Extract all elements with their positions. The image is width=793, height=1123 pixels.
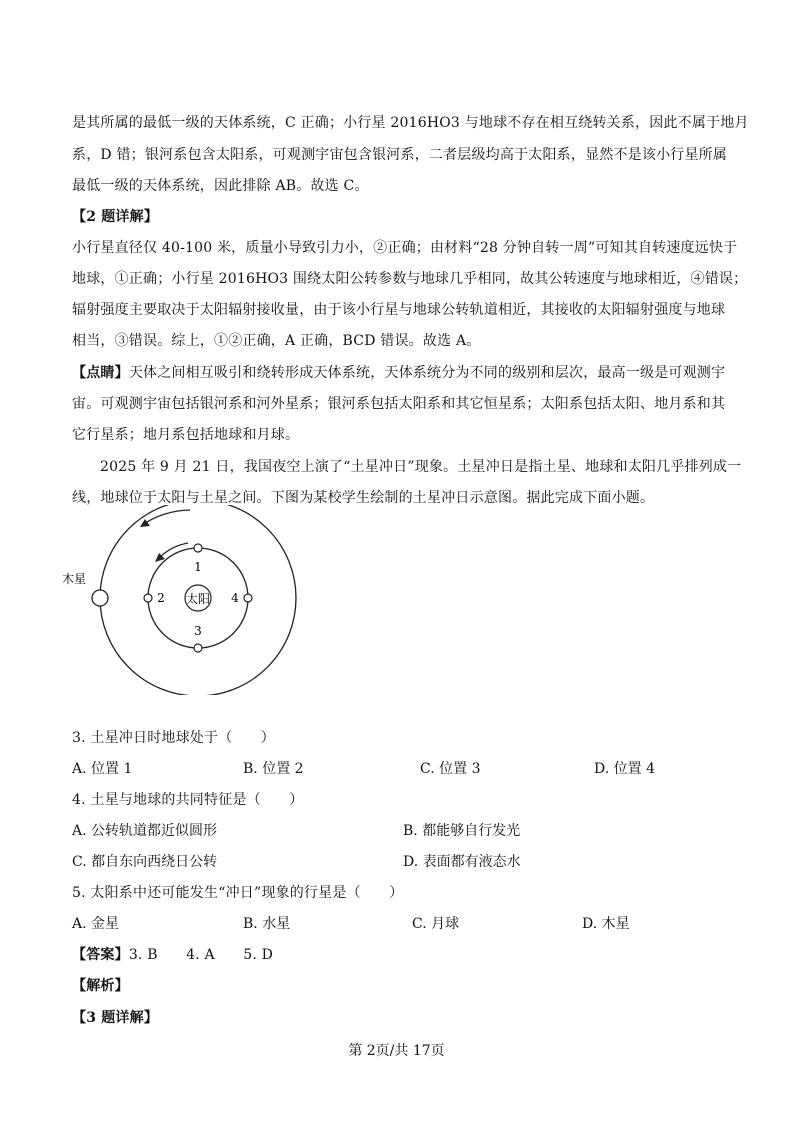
question-5-stem: 5. 太阳系中还可能发生“冲日”现象的行星是（ ） xyxy=(72,885,404,901)
dianjing-paragraph xyxy=(72,363,725,383)
question-3-stem: 3. 土星冲日时地球处于（ ） xyxy=(72,730,276,746)
text-line: 2025 年 9 月 21 日，我国夜空上演了“土星冲日”现象。土星冲日是指土星、地球和太阳几乎排列成一 xyxy=(100,459,742,475)
dianjing-text: 天体之间相互吸引和绕转形成天体系统，天体系统分为不同的级别和层次，最高一级是可观测宇 xyxy=(128,365,726,381)
position-2-label: 2 xyxy=(157,591,165,605)
position-1-dot xyxy=(194,544,202,552)
outer-arrow-icon xyxy=(142,510,190,525)
text-line: 它行星系；地月系包括地球和月球。 xyxy=(72,427,300,443)
q4-option-c[interactable]: C. 都自东向西绕日公转 xyxy=(72,854,218,870)
question-4-stem: 4. 土星与地球的共同特征是（ ） xyxy=(72,792,304,808)
opposition-diagram xyxy=(60,505,310,695)
position-2-dot xyxy=(144,594,152,602)
q5-option-b[interactable]: B. 水星 xyxy=(243,916,291,932)
position-4-label: 4 xyxy=(231,591,239,605)
q4-option-a[interactable]: A. 公转轨道都近似圆形 xyxy=(72,823,218,839)
planet-label: 木星 xyxy=(62,572,87,586)
dianjing-label: 【点睛】 xyxy=(72,365,129,381)
q3-option-a[interactable]: A. 位置 1 xyxy=(72,761,133,777)
position-3-label: 3 xyxy=(194,624,202,638)
section-heading-q3: 【3 题详解】 xyxy=(72,1010,159,1026)
text-line: 系，D 错；银河系包含太阳系，可观测宇宙包含银河系，二者层级均高于太阳系，显然不是该小行星所属 xyxy=(72,147,728,163)
text-line: 辐射强度主要取决于太阳辐射接收量，由于该小行星与地球公转轨道相近，其接收的太阳辐射强度与地球 xyxy=(72,302,726,318)
q5-option-c[interactable]: C. 月球 xyxy=(412,916,460,932)
text-line: 地球，①正确；小行星 2016HO3 围绕太阳公转参数与地球几乎相同，故其公转速度与地球相近，④错误； xyxy=(72,271,748,287)
page-footer: 第 2页/共 17页 xyxy=(348,1043,445,1059)
q3-option-c[interactable]: C. 位置 3 xyxy=(420,761,481,777)
text-line: 小行星直径仅 40-100 米，质量小导致引力小，②正确；由材料“28 分钟自转一周”可知其自转速度远快于 xyxy=(72,240,738,256)
sun-label: 太阳 xyxy=(185,592,211,606)
q5-option-a[interactable]: A. 金星 xyxy=(72,916,120,932)
q4-option-b[interactable]: B. 都能够自行发光 xyxy=(403,823,521,839)
q3-option-d[interactable]: D. 位置 4 xyxy=(594,761,655,777)
q5-option-d[interactable]: D. 木星 xyxy=(582,916,630,932)
position-4-dot xyxy=(244,594,252,602)
section-heading-q2: 【2 题详解】 xyxy=(72,209,159,225)
planet-circle xyxy=(92,590,108,606)
text-line: 宙。可观测宇宙包括银河系和河外星系；银河系包括太阳系和其它恒星系；太阳系包括太阳、地月系和其 xyxy=(72,396,726,412)
q4-option-d[interactable]: D. 表面都有液态水 xyxy=(403,854,521,870)
text-line: 线，地球位于太阳与土星之间。下图为某校学生绘制的土星冲日示意图。据此完成下面小题。 xyxy=(72,490,655,506)
q3-option-b[interactable]: B. 位置 2 xyxy=(243,761,304,777)
answer-line xyxy=(72,945,273,965)
position-1-label: 1 xyxy=(194,560,202,574)
text-line: 是其所属的最低一级的天体系统，C 正确；小行星 2016HO3 与地球不存在相互绕转关系，因此不属于地月 xyxy=(72,115,749,131)
analysis-label: 【解析】 xyxy=(72,978,129,994)
text-line: 最低一级的天体系统，因此排除 AB。故选 C。 xyxy=(72,178,369,194)
text-line: 相当，③错误。综上，①②正确，A 正确，BCD 错误。故选 A。 xyxy=(72,333,481,349)
position-3-dot xyxy=(194,644,202,652)
answer-text: 3. B 4. A 5. D xyxy=(128,947,274,963)
answer-label: 【答案】 xyxy=(72,947,129,963)
